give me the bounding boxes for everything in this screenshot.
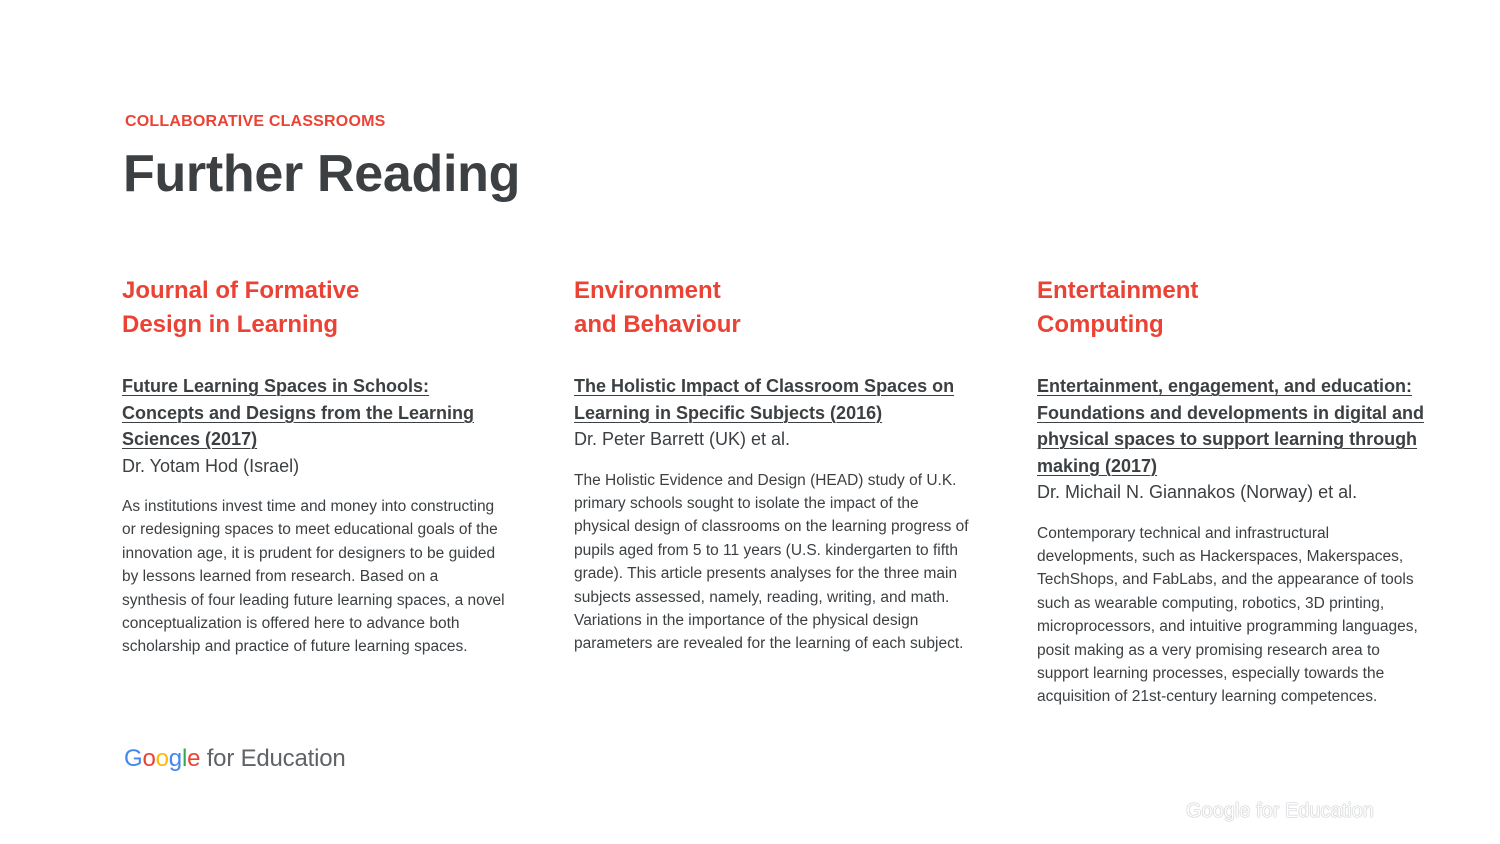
logo-letter: G	[124, 745, 143, 772]
journal-name: Entertainment Computing	[1037, 277, 1199, 338]
journal-name: Environment and Behaviour	[574, 277, 741, 338]
page-title: Further Reading	[123, 145, 521, 203]
article-abstract: The Holistic Evidence and Design (HEAD) study of U.K. primary schools sought to isolate the impact of the physical design of classrooms on the learning progress of pupils aged from 5 to 11 years (U.S. kindergarten to fifth grade). This article presents analyses for the three main subjects assessed, namely, reading, writing, and math. Variations in the importance of the physical design parameters are revealed for the learning of each subject.	[574, 471, 969, 653]
reading-column-1	[122, 274, 507, 659]
section-eyebrow: COLLABORATIVE CLASSROOMS	[125, 113, 386, 130]
article-link[interactable]: The Holistic Impact of Classroom Spaces on Learning in Specific Subjects (2016)	[574, 376, 955, 423]
google-for-education-logo	[124, 745, 346, 773]
article-author: Dr. Yotam Hod (Israel)	[122, 455, 300, 476]
journal-name: Journal of Formative Design in Learning	[122, 277, 360, 338]
reading-column-3	[1037, 274, 1427, 709]
logo-letter: o	[155, 745, 169, 772]
article-abstract: As institutions invest time and money into constructing or redesigning spaces to meet educational goals of the innovation age, it is prudent for designers to be guided by lessons learned from research. Based on a synthesis of four leading future learning spaces, a novel conceptualization is offered here to advance both scholarship and practice of future learning spaces.	[122, 498, 505, 656]
watermark-logo: Google for Education	[1186, 800, 1374, 822]
logo-letter: g	[168, 745, 182, 772]
article-link[interactable]: Entertainment, engagement, and education: Foundations and developments in digital and physical spaces to support learning through making (2017)	[1037, 376, 1425, 476]
logo-letter: l	[181, 745, 188, 772]
logo-letter: e	[187, 745, 201, 772]
logo-letter: o	[142, 745, 156, 772]
logo-text: for Education	[200, 745, 346, 772]
article-abstract: Contemporary technical and infrastructural developments, such as Hackerspaces, Makerspaces, TechShops, and FabLabs, and the appearance of tools such as wearable computing, robotics, 3D printing, microprocessors, and intuitive programming languages, posit making as a very promising research area to support learning processes, especially towards the acquisition of 21st-century learning competences.	[1037, 524, 1418, 706]
article-link[interactable]: Future Learning Spaces in Schools: Concepts and Designs from the Learning Sciences (2017)	[122, 376, 475, 449]
article-author: Dr. Peter Barrett (UK) et al.	[574, 429, 791, 449]
reading-column-2	[574, 274, 969, 656]
article-author: Dr. Michail N. Giannakos (Norway) et al.	[1037, 482, 1358, 502]
